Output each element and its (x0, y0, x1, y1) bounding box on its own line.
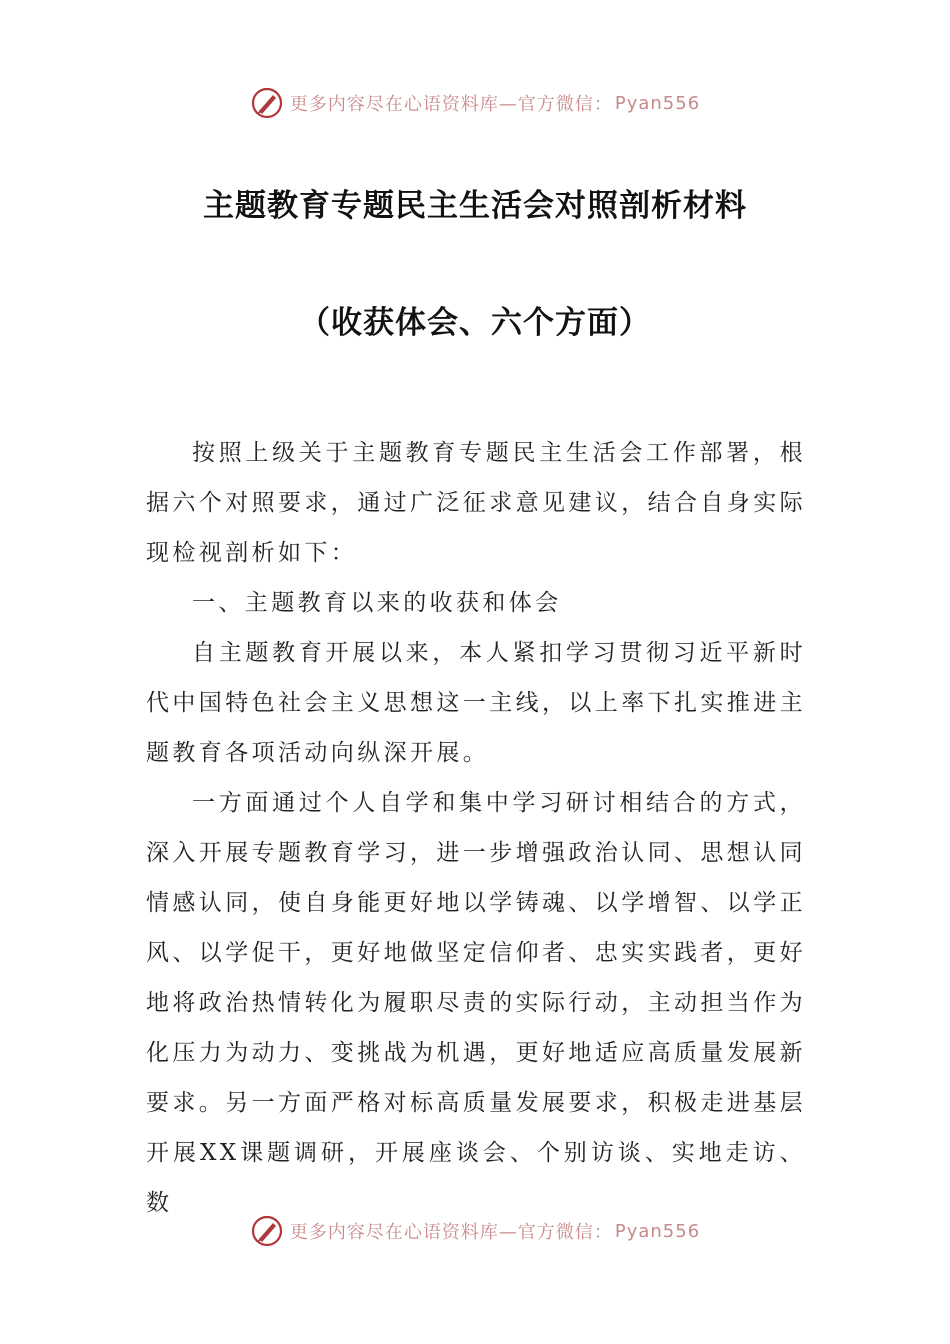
pen-logo-icon (250, 86, 284, 120)
watermark-text: 更多内容尽在心语资料库—官方微信： (289, 94, 613, 115)
header-watermark (0, 86, 950, 120)
watermark-wechat-id: Pyan556 (614, 92, 701, 114)
paragraph: 一方面通过个人自学和集中学习研讨相结合的方式，深入开展专题教育学习，进一步增强政治认同、思想认同情感认同，使自身能更好地以学铸魂、以学增智、以学正风、以学促干，更好地做坚定信仰者、忠实实践者，更好地将政治热情转化为履职尽责的实际行动，主动担当作为化压力为动力、变挑战为机遇，更好地适应高质量发展新要求。另一方面严格对标高质量发展要求，积极走进基层开展XX课题调研，开展座谈会、个别访谈、实地走访、数 (146, 790, 806, 1216)
paragraph: 自主题教育开展以来，本人紧扣学习贯彻习近平新时代中国特色社会主义思想这一主线，以上率下扎实推进主题教育各项活动向纵深开展。 (146, 640, 806, 766)
paragraph: 按照上级关于主题教育专题民主生活会工作部署，根据六个对照要求，通过广泛征求意见建议，结合自身实际现检视剖析如下： (146, 440, 806, 566)
watermark-text: 更多内容尽在心语资料库—官方微信： (289, 1222, 613, 1243)
section-heading: 一、主题教育以来的收获和体会 (192, 590, 562, 616)
document-subtitle: （收获体会、六个方面） (299, 305, 651, 341)
footer-watermark (0, 1214, 950, 1248)
document-body (146, 428, 806, 1228)
pen-logo-icon (250, 1214, 284, 1248)
document-title: 主题教育专题民主生活会对照剖析材料 (203, 188, 747, 224)
watermark-wechat-id: Pyan556 (614, 1220, 701, 1242)
